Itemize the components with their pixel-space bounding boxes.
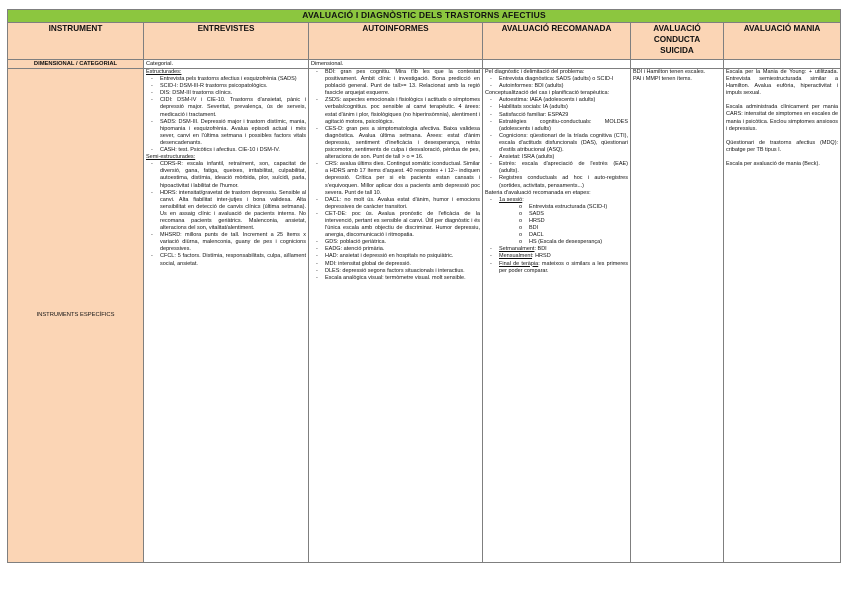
recomanada-dimensional — [483, 60, 631, 69]
list-item: - BDI: gran pes cognitiu. Mira t'ib les que la contestat positivament. Àmbit clínic i investigació. Bona predicció en població general. Punt de tall>= 13. Relacionat amb la regió fascicle arquejat esquerre. — [311, 69, 480, 97]
final-label: Final de teràpia — [499, 260, 539, 267]
list-item: o SADS — [499, 211, 628, 218]
stage-final — [485, 261, 628, 275]
list-item: - CASH: test. Psicòtics i afectius. CIE-10 i DSM-IV. — [146, 147, 306, 154]
list-item: - Estratègies cognitiu-conductuals: MOLDES (adolescents i adults) — [485, 119, 628, 133]
list-item: - Escala analògica visual: termòmetre visual. molt sensible. — [311, 275, 480, 282]
list-item: - CDRS-R: escala infantil, retraïment, son, capacitat de diversió, gana, fatiga, queixes, irritabilitat, culpabilitat, autoestima, distímia, ideació mòrbida, plor, suïcidi, parla, hipoactivitat i labilitat de l'humor. — [146, 161, 306, 189]
mania-p4: Escala per avaluació de mania (Beck). — [726, 160, 820, 167]
first-session-list — [499, 204, 628, 247]
list-item: - DIS: DSM-III trastorns clínics. — [146, 90, 306, 97]
suicida-p1: BDI i Hamilton tenen escales. — [633, 69, 706, 75]
list-item: - HDRS: intensitat/gravetat de trastorn depressiu. Sensible al canvi. Alta fiabilitat inter-jutjes i bona validesa. Alta sensibilitat en detecció de canvis clínics (última setmana). Us en assaig clínic i avaluació de pacients interns. No recomana pacients geriàtrics. Malenconia, ansietat, alteracions del son, vitalitat/alentiment. — [146, 190, 306, 233]
suicida-p2: PAI i MMPI tenen ítems. — [633, 76, 692, 83]
header-entrevistes: ENTREVISTES — [144, 23, 309, 60]
list-item: - CIDI: DSM-IV i CIE-10. Trastorns d'ansietat, pànic i depressió major. Severitat, prevalença, ús de serveis, medicació i tractament. — [146, 97, 306, 118]
list-item: - Autoestima: IAEA (adolescents i adults) — [485, 97, 628, 104]
recomanada-concept: Conceptualització del cas i planificació terapèutica: — [485, 90, 610, 97]
especifics-label: INSTRUMENTS ESPECÍFICS — [8, 69, 144, 563]
specific-instruments-row — [8, 69, 841, 563]
suicida-dimensional — [631, 60, 724, 69]
list-item: - ZSDS: aspectes emocionals i fisiològics i actituds o símptomes verbals/cognitius. poc sensible al canvi terapèutic. 4 àrees: estat d'ànim i plor, fisiològiques (no hiperinsòmnia), alentiment i agitació motora, psicològics. — [311, 97, 480, 125]
list-item: - SADS: DSM-III. Depressió major i trastorn distímic, mania, hipomania i esquizofrènia. Avalua episodi actual i més sever, canvi en l'última setmana i possibles factors vitals desencadenants. — [146, 119, 306, 147]
weekly-label: Setmanalment — [499, 246, 535, 253]
monthly-value: : HRSD — [532, 253, 551, 260]
list-item: - Satisfacció familiar: ESPA29 — [485, 112, 628, 119]
header-instrument: INSTRUMENT — [8, 23, 144, 60]
dimensional-row — [8, 60, 841, 69]
list-item: o DACL — [499, 232, 628, 239]
diagnostic-list — [485, 76, 628, 90]
header-row — [8, 23, 841, 60]
mania-dimensional — [724, 60, 841, 69]
stage-monthly — [485, 253, 628, 260]
list-item: - DACL: no molt ús. Avalua estat d'ànim, humor i emocions depressives de caràcter transitori. — [311, 197, 480, 211]
monthly-label: Mensualment — [499, 253, 533, 260]
list-item: - Autoinformes: BDI (adults) — [485, 83, 628, 90]
estructurades-list — [146, 76, 306, 154]
stage-first-session: - 1a sessió: o Entrevista estructurada (SCID-I) o SADS o HRSD o BDI o DACL o HS (Escala de desesperança) — [485, 197, 628, 247]
planning-list — [485, 97, 628, 189]
estructurades-label: Estructurades: — [146, 69, 182, 75]
table-title: AVALUACIÓ I DIAGNÒSTIC DELS TRASTORNS AFECTIUS — [8, 10, 841, 23]
mania-cell — [724, 69, 841, 563]
mania-p2: Escala administrada clínicament per mania CARS: intensitat de simptomes en escales de mania i psicòtica. Exclou simptomes ansiosos i depressius. — [726, 104, 839, 132]
list-item: - GDS: població geriàtrica. — [311, 239, 480, 246]
list-item: o HS (Escala de desesperança) — [499, 239, 628, 246]
list-item: - Habilitats socials: IA (adults) — [485, 104, 628, 111]
header-autoinformes: AUTOINFORMES — [309, 23, 483, 60]
mania-p3: Qüestionari de trastorns afectius (MDQ): cribatge per TB tipus I. — [726, 139, 839, 153]
list-item: - CRS: avalua últims dies. Contingut somàtic iconductual. Similar a HDRS amb 17 ítems d'aquest. 40 respostes + i 12-- indiquen depressió. Crítica per si els pacients estan cansats i s'equivoquen. Millor aplicar dos a pacients amb depressió poc severa. Punt de tall 10. — [311, 161, 480, 196]
entrevistes-cell — [144, 69, 309, 563]
list-item: o BDI — [499, 225, 628, 232]
header-mania: AVALUACIÓ MANIA — [724, 23, 841, 60]
stages-list — [485, 197, 628, 275]
entrevistes-dimensional: Categorial. — [144, 60, 309, 69]
recomanada-intro: Pel diagnòstic i delimitació del problema: — [485, 69, 585, 75]
semi-label: Semi-estructurades: — [146, 154, 196, 161]
header-suicida — [631, 23, 724, 60]
header-suicida-line3: SUICIDA — [660, 46, 694, 55]
dimensional-label: DIMENSIONAL / CATEGORIAL — [8, 60, 144, 69]
stage-weekly — [485, 246, 628, 253]
list-item: - Entrevista diagnòstica: SADS (adults) o SCID-I — [485, 76, 628, 83]
list-item: - Estrès: escala d'apreciació de l'estrès (EAE) (adults). — [485, 161, 628, 175]
list-item: - MHSRD: millora punts de tall. Increment a 25 ítems x variació diürna, malenconia, guany de pes i cognicions depressives. — [146, 232, 306, 253]
semi-list — [146, 161, 306, 267]
weekly-value: : BDI — [534, 246, 547, 253]
header-suicida-line1: AVALUACIÓ — [653, 24, 701, 33]
first-session-label: 1a sessió — [499, 196, 523, 203]
list-item: o HRSD — [499, 218, 628, 225]
list-item: - CES-D: gran pes a simptomatologia afectiva. Baixa validesa diagnòstica. Avalua última setmana. Àrees: estat d'ànim depressiu, sentiment d'ineficàcia i desesperança, retràs psicomotor, sentiments de culpa i desvaloració, pèrdua de pes, alteracions de son. Punt de tall > o = 16. — [311, 126, 480, 161]
list-item: - MDI: intensitat global de depressió. — [311, 261, 480, 268]
autoinformes-list — [311, 69, 480, 282]
list-item: - SCID-I: DSM-III-R trastorns psicopatològics. — [146, 83, 306, 90]
list-item: o Entrevista estructurada (SCID-I) — [499, 204, 628, 211]
autoinformes-cell — [309, 69, 483, 563]
list-item: - CET-DE: poc ús. Avalua pronòstic de l'eficàcia de la intervenció, pertant es sensible al canvi. Útil per diagnòstic i és l'única escala amb objectiu de discriminar. Humor depressiu, anergia, discomunicació i ritmopatia. — [311, 211, 480, 239]
assessment-table — [7, 9, 841, 563]
suicida-cell — [631, 69, 724, 563]
list-item: - Ansietat: ISRA (adults) — [485, 154, 628, 161]
mania-p1: Escala per la Mania de Young: + utilitzada. Entrevista semiestructurada similar a Hamilton. Avalua eufòria, hiperactivitat i impuls sexual. — [726, 69, 839, 97]
header-suicida-line2: CONDUCTA — [653, 35, 701, 44]
title-row — [8, 10, 841, 23]
list-item: - CFCL: 5 factors. Distímia, responsabilitats, culpa, aïllament social, ansietat. — [146, 253, 306, 267]
recomanada-bateria: Bateria d'avaluació recomanada en etapes: — [485, 189, 591, 196]
list-item: - Registres conductuals ad hoc i auto-registres (sortides, activitats, pensaments...) — [485, 175, 628, 189]
list-item: - HAD: ansietat i depressió en hospitals no psiquiàtric. — [311, 253, 480, 260]
list-item: - Cognicions: qüestionari de la tríada cognitiva (CTI), escala d'actituds disfuncionals (DAS), qüestionari d'estils atribucional (ASQ). — [485, 133, 628, 154]
final-value: : mateixos o similars a les primeres per poder comparar. — [499, 260, 628, 274]
list-item: - DLES: depressió segons factors situacionals i interactius. — [311, 268, 480, 275]
recomanada-cell — [483, 69, 631, 563]
list-item: - Entrevista pels trastorns afectius i esquizofrènia (SADS) — [146, 76, 306, 83]
list-item: - EADG: atenció primària. — [311, 246, 480, 253]
autoinformes-dimensional: Dimensional. — [309, 60, 483, 69]
header-recomanada: AVALUACIÓ RECOMANADA — [483, 23, 631, 60]
